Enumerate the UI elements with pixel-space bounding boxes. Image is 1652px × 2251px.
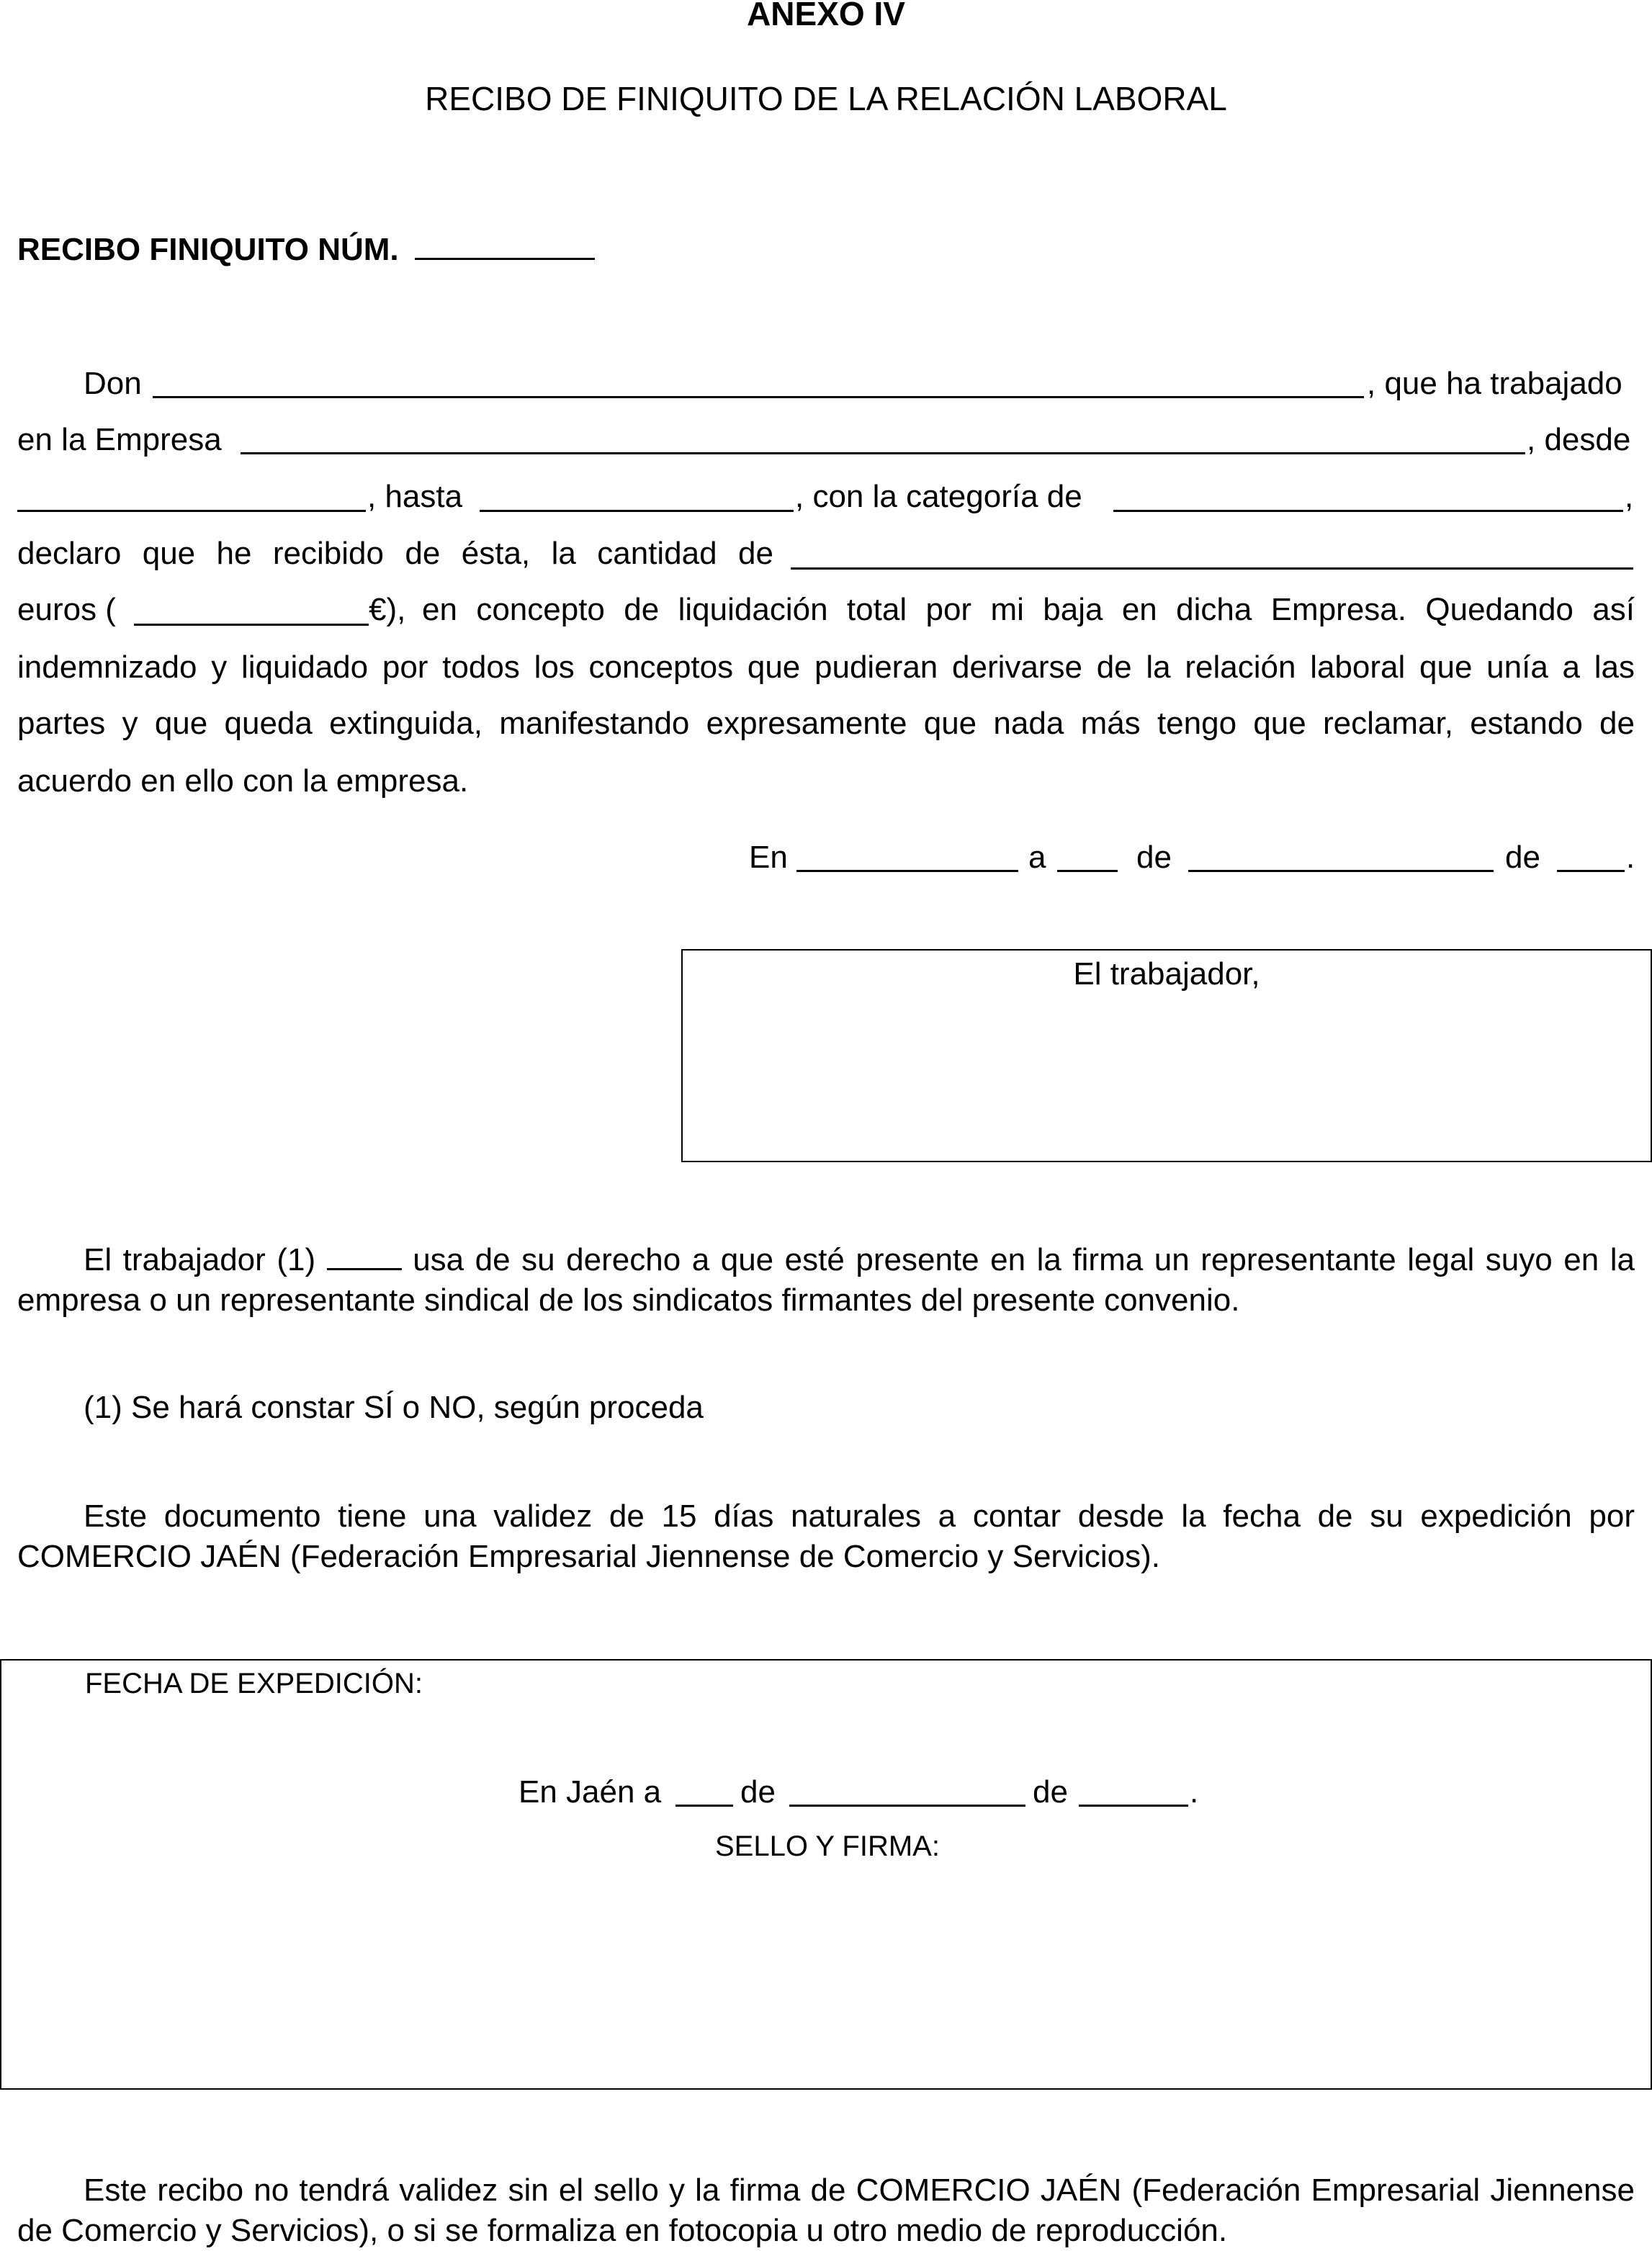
company-label: en la Empresa: [17, 422, 222, 457]
issue-year-blank[interactable]: [1079, 1805, 1188, 1807]
company-name-blank[interactable]: [241, 452, 1525, 454]
annex-heading: ANEXO IV: [747, 0, 905, 32]
worker-signature-box[interactable]: [681, 949, 1652, 1162]
seal-label: SELLO Y FIRMA:: [715, 1830, 940, 1862]
word: declaro: [17, 536, 122, 571]
issue-end: .: [1190, 1774, 1199, 1810]
word: concepto: [476, 592, 605, 627]
word: mi: [990, 592, 1024, 627]
word: en: [422, 592, 457, 627]
declare-line: [17, 536, 773, 572]
word: en: [1121, 592, 1157, 627]
word: de: [624, 592, 660, 627]
since-text: , desde: [1527, 422, 1631, 457]
amount-words-blank[interactable]: [791, 567, 1633, 570]
place-date-de1: de: [1136, 840, 1172, 875]
worked-text: , que ha trabajado: [1367, 366, 1622, 401]
footnote: (1) Se hará constar SÍ o NO, según proceda: [84, 1390, 704, 1425]
receipt-number-blank[interactable]: [415, 233, 595, 260]
amount-figures-blank[interactable]: [134, 624, 369, 626]
worker-name-blank[interactable]: [153, 396, 1364, 398]
word: que: [142, 536, 196, 571]
word: liquidación: [678, 592, 828, 627]
category-blank[interactable]: [1113, 510, 1623, 512]
closing-paragraph: [17, 2170, 1635, 2251]
body-line-partes: partes y que queda extinguida, manifestando expresamente que nada más tengo que reclamar, estando de: [17, 706, 1635, 741]
receipt-number: [17, 232, 595, 268]
issue-date-label: FECHA DE EXPEDICIÓN:: [85, 1668, 423, 1699]
word: ésta,: [461, 536, 531, 571]
word: recibido: [272, 536, 384, 571]
issue-month-blank[interactable]: [789, 1805, 1025, 1807]
concept-line: [422, 592, 1635, 628]
month-blank[interactable]: [1188, 870, 1494, 872]
word: de: [405, 536, 441, 571]
word: la: [551, 536, 576, 571]
word: Empresa.: [1270, 592, 1406, 627]
place-date-en: En: [749, 840, 788, 875]
category-text: , con la categoría de: [795, 479, 1082, 514]
year-blank[interactable]: [1557, 870, 1625, 872]
day-blank[interactable]: [1057, 870, 1118, 872]
issue-box: [0, 1659, 1652, 2090]
word: cantidad: [597, 536, 717, 571]
closing-text: Este recibo no tendrá validez sin el sello y la firma de COMERCIO JAÉN (Federación Empresarial Jiennense de Comercio y Servicios), o si se formaliza en fotocopia u otro medio de reproducción.: [17, 2173, 1635, 2248]
rights-suffix: usa de su derecho a que esté presente en la firma un representante legal suyo en la empresa o un representante sindical de los sindicatos firmantes del presente convenio.: [17, 1242, 1635, 1318]
word: baja: [1043, 592, 1103, 627]
validity-text: Este documento tiene una validez de 15 días naturales a contar desde la fecha de su expedición por COMERCIO JAÉN (Federación Empresarial Jiennense de Comercio y Servicios).: [17, 1499, 1635, 1574]
issue-de2: de: [1033, 1774, 1068, 1810]
euros-open: euros (: [17, 592, 116, 627]
place-date-de2: de: [1505, 840, 1540, 875]
euros-close: €),: [369, 592, 406, 627]
rights-paragraph: [17, 1240, 1635, 1321]
start-date-blank[interactable]: [17, 510, 366, 512]
word: así: [1592, 592, 1635, 627]
body-line-acuerdo: acuerdo en ello con la empresa.: [17, 763, 469, 799]
category-comma: ,: [1625, 479, 1634, 514]
validity-paragraph: [17, 1496, 1635, 1577]
issue-jaen-prefix: En Jaén a: [519, 1774, 662, 1810]
word: Quedando: [1425, 592, 1574, 627]
end-date-blank[interactable]: [480, 510, 794, 512]
word: de: [737, 536, 773, 571]
word: dicha: [1176, 592, 1252, 627]
rights-yes-no-blank[interactable]: [327, 1244, 402, 1270]
word: he: [216, 536, 252, 571]
place-date-end: .: [1626, 840, 1635, 875]
word: total: [846, 592, 907, 627]
word: por: [925, 592, 972, 627]
worker-signature-label: El trabajador,: [1073, 956, 1260, 992]
don-label: Don: [84, 366, 142, 401]
place-blank[interactable]: [796, 870, 1018, 872]
rights-prefix: El trabajador (1): [84, 1242, 316, 1277]
document-title: RECIBO DE FINIQUITO DE LA RELACIÓN LABORAL: [425, 80, 1227, 117]
issue-day-blank[interactable]: [675, 1805, 733, 1807]
receipt-number-label: RECIBO FINIQUITO NÚM.: [17, 232, 399, 267]
body-line-indemnizado: indemnizado y liquidado por todos los conceptos que pudieran derivarse de la relación laboral que unía a las: [17, 650, 1635, 685]
issue-de1: de: [740, 1774, 776, 1810]
until-text: , hasta: [367, 479, 463, 514]
place-date-a: a: [1028, 840, 1046, 875]
